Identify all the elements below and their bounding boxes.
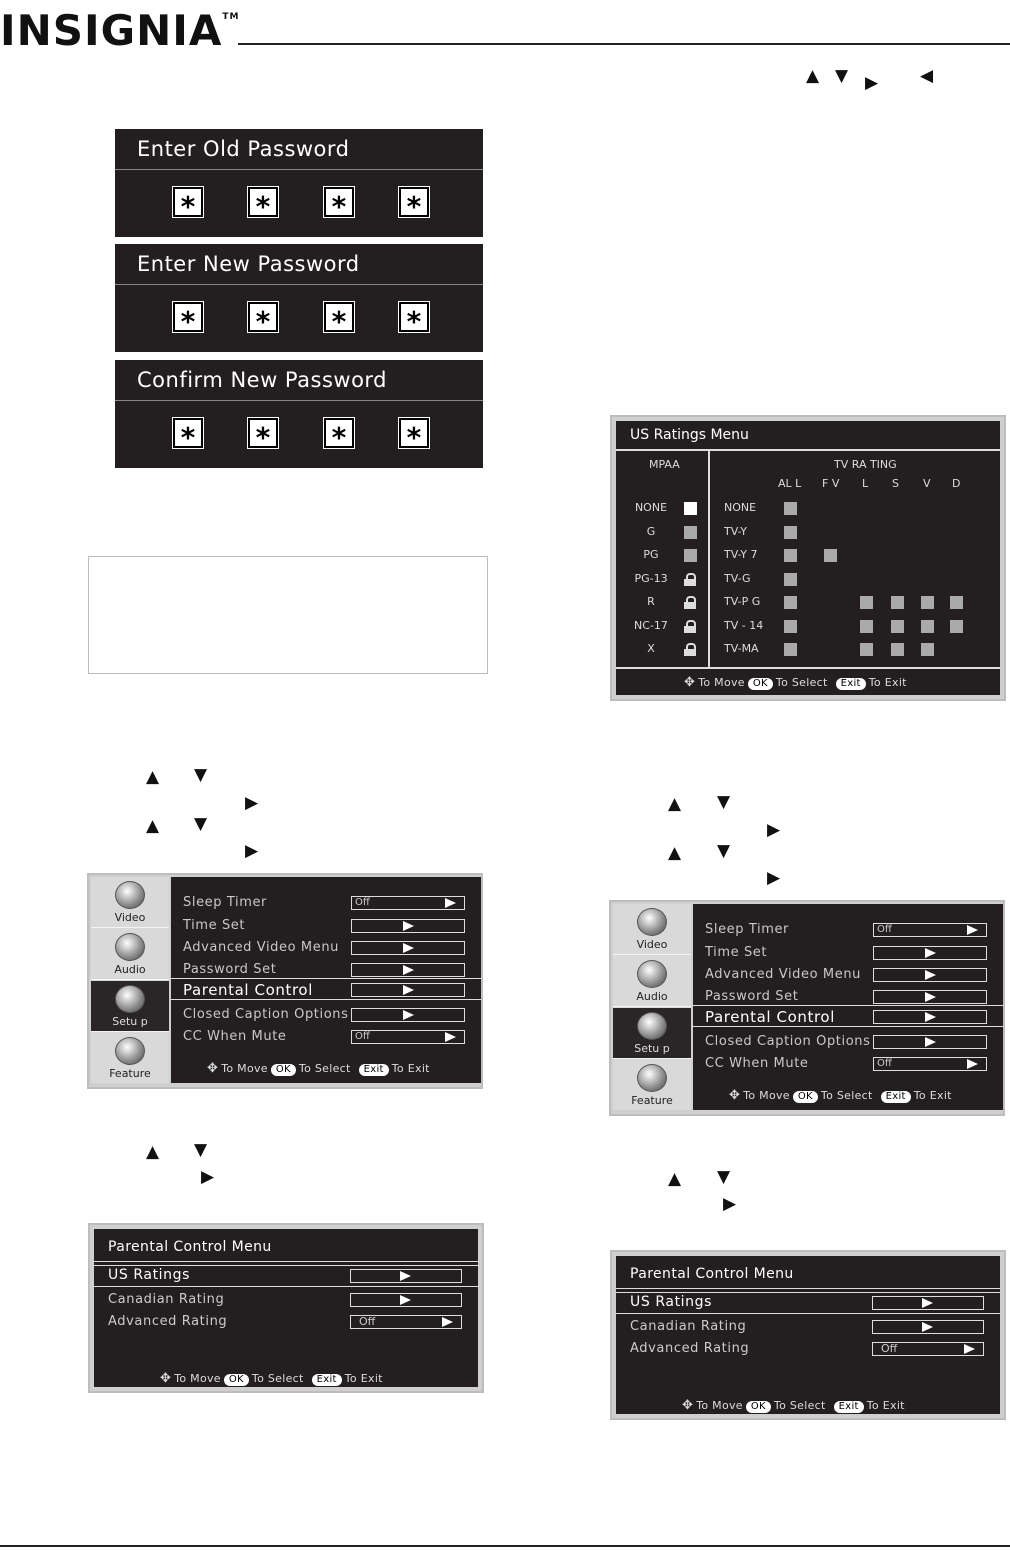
right-arrow-icon: ▶ [767,868,781,888]
parental-control-value[interactable] [873,1010,987,1024]
parental-control-value[interactable] [351,983,465,997]
sleep-timer-value[interactable]: Off [873,923,987,937]
sidebar-item-audio[interactable]: Audio [613,956,691,1007]
right-arrow-icon: ▶ [865,73,879,93]
menu-item-sleep-timer[interactable]: Sleep Timer [183,895,268,910]
up-arrow-icon: ▲ [146,816,160,836]
canadian-rating-value[interactable] [350,1293,462,1307]
password-set-value[interactable] [873,990,987,1004]
tv-rating-label: TV-Y 7 [724,548,758,561]
feature-icon [115,1037,145,1065]
mpaa-checkbox[interactable] [684,502,697,515]
advanced-video-value[interactable] [873,968,987,982]
tv-rating-label: TV-Y [724,524,747,538]
tv-rating-checkbox[interactable] [950,596,963,609]
tv-rating-label: TV-G [724,571,751,585]
menu-item-advanced-video[interactable]: Advanced Video Menu [183,940,339,955]
menu-item-parental-control[interactable]: Parental Control [705,1008,835,1026]
password-char[interactable]: * [173,418,203,448]
tv-rating-checkbox[interactable] [784,526,797,539]
closed-caption-value[interactable] [351,1008,465,1022]
setup-panel [171,877,481,1083]
tv-rating-checkbox[interactable] [950,620,963,633]
tv-rating-checkbox[interactable] [921,596,934,609]
password-char[interactable]: * [248,302,278,332]
sleep-timer-value[interactable]: Off [351,896,465,910]
cc-when-mute-value[interactable]: Off [351,1030,465,1044]
up-arrow-icon: ▲ [806,66,820,86]
menu-sidebar [91,877,169,1083]
setup-icon [115,985,145,1013]
col-v: V [923,477,931,490]
mpaa-label: PG-13 [634,571,668,585]
menu-item-time-set[interactable]: Time Set [705,945,768,960]
down-arrow-icon: ▼ [717,1167,731,1187]
tv-rating-checkbox[interactable] [860,596,873,609]
advanced-rating-value[interactable]: Off [872,1342,984,1356]
tv-rating-checkbox[interactable] [891,643,904,656]
password-char[interactable]: * [248,187,278,217]
lock-icon[interactable] [684,643,696,656]
col-d: D [952,477,961,490]
password-char[interactable]: * [399,418,429,448]
tv-rating-label: TV-MA [724,642,759,655]
audio-icon [115,933,145,961]
old-password-box [115,129,483,237]
tv-rating-checkbox[interactable] [891,596,904,609]
us-ratings-title: US Ratings Menu [630,427,749,443]
exit-button-icon: Exit [836,678,866,690]
right-arrow-icon: ▶ [723,1194,737,1214]
tv-rating-checkbox[interactable] [921,620,934,633]
lock-icon[interactable] [684,596,696,609]
ok-button-icon: OK [793,1091,818,1103]
menu-footer: ✥ To Move OK To Select Exit To Exit [729,1088,952,1103]
col-fv: F V [822,477,840,490]
menu-item-cc-when-mute[interactable]: CC When Mute [705,1056,809,1071]
parental-control-menu-left [88,1223,484,1393]
menu-item-canadian-rating[interactable]: Canadian Rating [630,1319,747,1334]
mpaa-label: G [646,524,656,538]
feature-icon [637,1064,667,1092]
setup-panel [693,904,1003,1110]
password-char[interactable]: * [248,418,278,448]
right-arrow-icon: ▶ [201,1167,215,1187]
header-rule [238,43,1010,45]
setup-icon [637,1012,667,1040]
mpaa-label: NONE [634,501,668,514]
tv-rating-checkbox[interactable] [824,549,837,562]
exit-button-icon: Exit [834,1401,864,1413]
setup-menu-left [87,873,483,1089]
col-l: L [862,477,869,490]
down-arrow-icon: ▼ [194,814,208,834]
exit-button-icon: Exit [359,1064,389,1076]
tv-rating-header: TV RA TING [834,458,897,471]
up-arrow-icon: ▲ [668,843,682,863]
menu-item-closed-caption[interactable]: Closed Caption Options [705,1034,871,1049]
parental-menu-title: Parental Control Menu [108,1239,272,1255]
advanced-rating-value[interactable]: Off [350,1315,462,1329]
left-arrow-icon: ◀ [920,66,934,86]
menu-footer: ✥ To Move OK To Select Exit To Exit [682,1398,905,1413]
tv-rating-label: NONE [724,501,757,514]
password-char[interactable]: * [399,187,429,217]
advanced-video-value[interactable] [351,941,465,955]
video-icon [637,908,667,936]
setup-menu-right [609,900,1005,1116]
menu-item-cc-when-mute[interactable]: CC When Mute [183,1029,287,1044]
menu-item-advanced-video[interactable]: Advanced Video Menu [705,967,861,982]
password-char[interactable]: * [324,187,354,217]
tv-rating-checkbox[interactable] [860,643,873,656]
confirm-password-box [115,360,483,468]
password-char[interactable]: * [399,302,429,332]
parental-menu-title: Parental Control Menu [630,1266,794,1282]
tv-rating-checkbox[interactable] [784,502,797,515]
menu-item-password-set[interactable]: Password Set [705,989,799,1004]
old-password-title: Enter Old Password [137,137,350,161]
tv-rating-checkbox[interactable] [784,596,797,609]
right-arrow-icon: ▶ [245,841,259,861]
menu-item-us-ratings[interactable]: US Ratings [108,1267,191,1283]
tv-rating-checkbox[interactable] [784,620,797,633]
mpaa-checkbox[interactable] [684,526,697,539]
menu-footer: ✥ To Move OK To Select Exit To Exit [207,1061,430,1076]
down-arrow-icon: ▼ [194,765,208,785]
audio-icon [637,960,667,988]
note-box [88,556,488,674]
mpaa-label: X [647,642,655,655]
sidebar-item-video[interactable]: Video [613,904,691,955]
move-icon: ✥ [729,1088,741,1103]
us-ratings-value[interactable] [350,1269,462,1283]
mpaa-checkbox[interactable] [684,549,697,562]
password-set-value[interactable] [351,963,465,977]
ok-button-icon: OK [224,1374,249,1386]
new-password-box [115,244,483,352]
menu-footer: ✥ To Move OK To Select Exit To Exit [684,675,907,690]
down-arrow-icon: ▼ [835,66,849,86]
brand-logo: INSIGNIA™ [0,6,240,55]
up-arrow-icon: ▲ [146,767,160,787]
parental-control-menu-right [610,1250,1006,1420]
canadian-rating-value[interactable] [872,1320,984,1334]
right-arrow-icon: ▶ [767,820,781,840]
move-icon: ✥ [207,1061,219,1076]
tv-rating-checkbox[interactable] [784,549,797,562]
confirm-password-title: Confirm New Password [137,368,388,392]
password-char[interactable]: * [173,187,203,217]
right-arrow-icon: ▶ [245,793,259,813]
move-icon: ✥ [684,675,696,690]
us-ratings-value[interactable] [872,1296,984,1310]
menu-item-advanced-rating[interactable]: Advanced Rating [108,1314,228,1329]
sidebar-item-setup[interactable]: Setu p [613,1008,691,1059]
sidebar-item-setup[interactable]: Setu p [91,981,169,1032]
menu-item-canadian-rating[interactable]: Canadian Rating [108,1292,225,1307]
lock-icon[interactable] [684,620,696,633]
down-arrow-icon: ▼ [717,841,731,861]
mpaa-label: NC-17 [634,618,668,632]
sidebar-item-audio[interactable]: Audio [91,929,169,980]
time-set-value[interactable] [873,946,987,960]
lock-icon[interactable] [684,573,696,586]
closed-caption-value[interactable] [873,1035,987,1049]
ok-button-icon: OK [271,1064,296,1076]
menu-item-sleep-timer[interactable]: Sleep Timer [705,922,790,937]
time-set-value[interactable] [351,919,465,933]
password-char[interactable]: * [324,302,354,332]
tv-rating-label: TV-P G [724,595,761,608]
exit-button-icon: Exit [312,1374,342,1386]
menu-footer: ✥ To Move OK To Select Exit To Exit [160,1371,383,1386]
sidebar-item-video[interactable]: Video [91,877,169,928]
mpaa-label: R [647,595,655,608]
tv-rating-checkbox[interactable] [891,620,904,633]
menu-item-closed-caption[interactable]: Closed Caption Options [183,1007,349,1022]
menu-item-parental-control[interactable]: Parental Control [183,981,313,999]
tv-rating-checkbox[interactable] [860,620,873,633]
sidebar-item-feature[interactable]: Feature [91,1033,169,1084]
menu-item-time-set[interactable]: Time Set [183,918,246,933]
exit-button-icon: Exit [881,1091,911,1103]
move-icon: ✥ [160,1371,172,1386]
password-char[interactable]: * [173,302,203,332]
up-arrow-icon: ▲ [668,1169,682,1189]
new-password-title: Enter New Password [137,252,360,276]
col-all: AL L [778,477,802,490]
footer-rule [0,1545,1010,1547]
tv-rating-checkbox[interactable] [784,643,797,656]
tv-rating-checkbox[interactable] [921,643,934,656]
video-icon [115,881,145,909]
col-s: S [892,477,899,490]
up-arrow-icon: ▲ [668,794,682,814]
menu-item-password-set[interactable]: Password Set [183,962,277,977]
cc-when-mute-value[interactable]: Off [873,1057,987,1071]
sidebar-item-feature[interactable]: Feature [613,1060,691,1111]
down-arrow-icon: ▼ [717,792,731,812]
mpaa-header: MPAA [649,458,680,471]
ok-button-icon: OK [746,1401,771,1413]
tv-rating-label: TV - 14 [724,618,764,632]
menu-item-advanced-rating[interactable]: Advanced Rating [630,1341,750,1356]
menu-item-us-ratings[interactable]: US Ratings [630,1294,713,1310]
menu-sidebar [613,904,691,1110]
us-ratings-menu [610,415,1006,701]
down-arrow-icon: ▼ [194,1140,208,1160]
up-arrow-icon: ▲ [146,1142,160,1162]
tv-rating-checkbox[interactable] [784,573,797,586]
password-char[interactable]: * [324,418,354,448]
mpaa-label: PG [643,548,659,561]
move-icon: ✥ [682,1398,694,1413]
ok-button-icon: OK [748,678,773,690]
